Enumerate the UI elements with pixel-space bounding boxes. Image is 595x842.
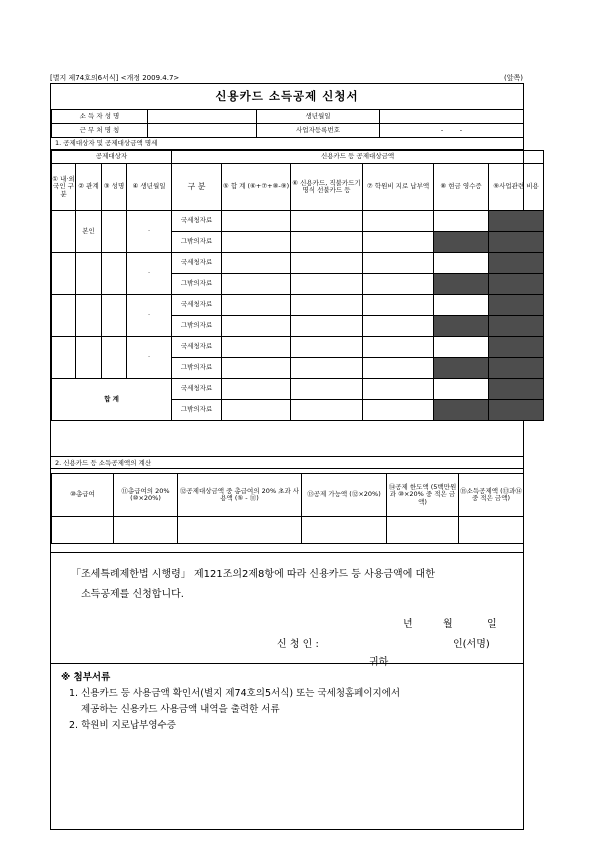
section1-heading: 1. 공제대상자 및 공제대상금액 명세 [51,137,523,150]
attachments-block [51,667,523,757]
attachment-item1-cont: 제공하는 신용카드 사용금액 내역을 출력한 서류 [81,704,280,715]
birthdate-cell[interactable]: · [127,337,172,379]
person-info-table [51,109,524,138]
birthdate-cell[interactable]: · [127,211,172,253]
nationality-cell[interactable] [52,337,76,379]
applicant-label: 신 청 인 : [277,639,319,650]
signature-label: 인(서명) [453,639,490,650]
shaded-cell [489,274,544,295]
amount-cell[interactable] [291,253,363,274]
shaded-cell [489,400,544,421]
calc-value-cell[interactable] [459,517,524,544]
deduction-detail-table [51,150,544,421]
birth-label: 생년월일 [257,110,380,124]
nationality-cell[interactable] [52,211,76,253]
col-kind: 구 분 [172,164,222,211]
attachments-heading: ※ 첨부서류 [61,672,111,683]
workplace-label: 근 무 처 명 칭 [52,124,148,138]
attachment-item2: 2. 학원비 지로납부영수증 [69,720,176,731]
calc-value-cell[interactable] [52,517,114,544]
amount-cell[interactable] [291,232,363,253]
birthdate-cell[interactable]: · [127,253,172,295]
shaded-cell [489,211,544,232]
amount-cell[interactable] [291,211,363,232]
workplace-field[interactable] [148,124,257,138]
col-cash-receipt: ⑧ 현금 영수증 [434,164,489,211]
shaded-cell [489,379,544,400]
name-field[interactable] [148,110,257,124]
declaration-line2: 소득공제를 신청합니다. [81,589,184,600]
amount-cell[interactable] [434,253,489,274]
amount-cell[interactable] [363,211,434,232]
relation-cell[interactable] [76,295,102,337]
nationality-cell[interactable] [52,253,76,295]
row-kind-other: 그밖의자료 [172,274,222,295]
row-kind-nts: 국세청자료 [172,253,222,274]
amount-cell[interactable] [291,274,363,295]
amount-cell[interactable] [222,337,291,358]
shaded-cell [434,400,489,421]
calc-value-cell[interactable] [178,517,302,544]
col-credit-card: ⑥ 신용카드, 직불카드기명식 선불카드 등 [291,164,363,211]
row-kind-other: 그밖의자료 [172,358,222,379]
total-cell[interactable] [222,400,291,421]
date-year: 년 [403,619,413,630]
declaration-line1: 「조세특례제한법 시행령」 제121조의2제8항에 따라 신용카드 등 사용금액에 대한 [71,569,435,580]
col-total: ⑤ 합 계 (⑥+⑦+⑧-⑨) [222,164,291,211]
bizno-field[interactable]: - - [380,124,524,138]
amount-cell[interactable] [222,316,291,337]
amount-cell[interactable] [363,358,434,379]
declaration-block [51,552,523,668]
calc-limit: ⑭공제 한도액 (5백만원과 ⑩×20% 중 적은 금액) [387,474,459,517]
shaded-cell [489,316,544,337]
row-kind-other: 그밖의자료 [172,316,222,337]
calc-total-pay: ⑩총급여 [52,474,114,517]
col-nationality: ① 내·외 국인 구분 [52,164,76,211]
form-reference: [별지 제74호의6서식] <개정 2009.4.7> [50,74,180,82]
application-form [50,83,539,830]
total-cell[interactable] [291,400,363,421]
date-day: 일 [487,619,497,630]
row-kind-nts: 국세청자료 [172,211,222,232]
shaded-cell [434,232,489,253]
subject-group-header: 공제대상자 [52,151,172,164]
amount-cell[interactable] [222,274,291,295]
amount-cell[interactable] [363,232,434,253]
row-kind-nts: 국세청자료 [172,295,222,316]
date-month: 월 [443,619,453,630]
shaded-cell [489,337,544,358]
calc-deduction: ⑮소득공제액 (⑬과⑭ 중 적은 금액) [459,474,524,517]
shaded-cell [434,316,489,337]
birthdate-cell[interactable]: · [127,295,172,337]
amount-cell[interactable] [291,295,363,316]
amount-cell[interactable] [222,211,291,232]
shaded-cell [489,295,544,316]
name-cell[interactable] [102,253,127,295]
row-kind-nts: 국세청자료 [172,379,222,400]
shaded-cell [434,358,489,379]
name-cell[interactable] [102,211,127,253]
total-label: 합 계 [52,379,172,421]
col-academy-giro: ⑦ 학원비 지로 납부액 [363,164,434,211]
amount-cell[interactable] [363,295,434,316]
row-kind-other: 그밖의자료 [172,400,222,421]
relation-cell[interactable]: 본인 [76,211,102,253]
section2-heading: 2. 신용카드 등 소득공제액의 계산 [51,456,523,469]
col-birthdate: ④ 생년월일 [127,164,172,211]
name-cell[interactable] [102,295,127,337]
amount-cell[interactable] [291,316,363,337]
name-label: 소 득 자 성 명 [52,110,148,124]
relation-cell[interactable] [76,337,102,379]
birth-field[interactable] [380,110,524,124]
form-title: 신용카드 소득공제 신청서 [51,84,523,110]
deduction-calc-table [51,473,524,544]
amount-cell[interactable] [363,253,434,274]
nationality-cell[interactable] [52,295,76,337]
calc-excess-use: ⑫공제대상금액 중 총급여의 20% 초과 사용액 (⑤ - ⑪) [178,474,302,517]
amount-cell[interactable] [434,337,489,358]
col-business-expense: ⑨사업관련 비용 [489,164,544,211]
calc-pay-20pct: ⑪총급여의 20% (⑩×20%) [114,474,178,517]
amount-cell[interactable] [434,211,489,232]
shaded-cell [489,253,544,274]
row-kind-nts: 국세청자료 [172,337,222,358]
amount-cell[interactable] [222,253,291,274]
amount-cell[interactable] [222,358,291,379]
col-relation: ② 관계 [76,164,102,211]
attachment-item1: 1. 신용카드 등 사용금액 확인서(별지 제74호의5서식) 또는 국세청홈페이지에서 [69,688,401,699]
total-cell[interactable] [363,400,434,421]
bizno-label: 사업자등록번호 [257,124,380,138]
page-side-label: (앞쪽) [504,74,523,82]
amount-cell[interactable] [363,274,434,295]
calc-value-cell[interactable] [302,517,387,544]
amount-cell[interactable] [363,316,434,337]
total-cell[interactable] [291,379,363,400]
calc-value-cell[interactable] [114,517,178,544]
amount-group-header: 신용카드 등 공제대상금액 [172,151,544,164]
amount-cell[interactable] [291,358,363,379]
amount-cell[interactable] [363,337,434,358]
total-cell[interactable] [434,379,489,400]
calc-value-cell[interactable] [387,517,459,544]
name-cell[interactable] [102,337,127,379]
total-cell[interactable] [363,379,434,400]
amount-cell[interactable] [291,337,363,358]
calc-deductible: ⑬공제 가능액 (⑫×20%) [302,474,387,517]
amount-cell[interactable] [222,295,291,316]
shaded-cell [489,358,544,379]
total-cell[interactable] [222,379,291,400]
row-kind-other: 그밖의자료 [172,232,222,253]
amount-cell[interactable] [222,232,291,253]
recipient-label: 귀하 [369,657,389,668]
shaded-cell [489,232,544,253]
col-name: ③ 성명 [102,164,127,211]
shaded-cell [434,274,489,295]
relation-cell[interactable] [76,253,102,295]
amount-cell[interactable] [434,295,489,316]
